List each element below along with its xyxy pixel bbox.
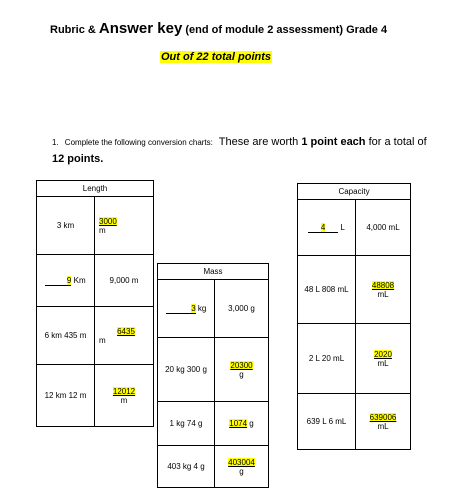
length-r3-unit: m xyxy=(99,335,106,345)
length-r3-answer: 6435 xyxy=(117,326,135,336)
mass-table xyxy=(157,263,269,488)
capacity-r3-right xyxy=(356,324,411,394)
capacity-r3-answer: 2020 xyxy=(374,349,392,359)
mass-r2-right xyxy=(215,338,269,402)
mass-r1-left xyxy=(158,280,215,338)
mass-r1-answer: 3 xyxy=(191,303,196,313)
mass-r4-right xyxy=(215,446,269,488)
question-lead: Complete the following conversion charts: xyxy=(64,138,213,147)
length-table xyxy=(36,180,154,427)
instr-text-a: These are worth xyxy=(218,136,302,148)
mass-r3-right xyxy=(215,402,269,446)
capacity-r2-unit: mL xyxy=(377,289,389,299)
capacity-r1-unit: L xyxy=(340,222,345,232)
instructions xyxy=(52,134,432,167)
length-r4-right xyxy=(95,365,154,427)
instr-text-b: for a total of xyxy=(365,136,427,148)
capacity-r2-right xyxy=(356,256,411,324)
mass-r4-unit: g xyxy=(239,466,244,476)
length-r2-answer: 9 xyxy=(66,275,72,285)
capacity-r1-left xyxy=(298,200,356,256)
page-title xyxy=(50,20,387,37)
capacity-r2-left: 48 L 808 mL xyxy=(298,256,356,324)
length-r1-answer: 3000 xyxy=(99,216,117,226)
mass-r4-left: 403 kg 4 g xyxy=(158,446,215,488)
mass-r4-answer: 403004 xyxy=(228,457,255,467)
capacity-r4-left: 639 L 6 mL xyxy=(298,394,356,450)
mass-r1-unit: kg xyxy=(197,303,207,313)
capacity-title: Capacity xyxy=(298,184,411,200)
length-r4-answer: 12012 xyxy=(112,386,136,396)
length-r2-unit: Km xyxy=(73,275,86,285)
capacity-r4-answer: 639006 xyxy=(369,412,397,422)
length-r3-left: 6 km 435 m xyxy=(37,307,95,365)
length-r4-unit: m xyxy=(120,395,128,405)
capacity-r1-right: 4,000 mL xyxy=(356,200,411,256)
mass-title: Mass xyxy=(158,264,269,280)
mass-r2-left: 20 kg 300 g xyxy=(158,338,215,402)
title-suffix: (end of module 2 assessment) Grade 4 xyxy=(182,24,388,36)
mass-r3-left: 1 kg 74 g xyxy=(158,402,215,446)
capacity-table xyxy=(297,183,411,450)
capacity-r4-unit: mL xyxy=(377,421,389,431)
length-r3-right xyxy=(95,307,154,365)
mass-r3-answer: 1074 xyxy=(229,419,248,428)
instr-bold-a: 1 point each xyxy=(301,136,366,148)
capacity-r2-answer: 48808 xyxy=(371,280,395,290)
length-r1-right xyxy=(95,197,154,255)
length-r2-left xyxy=(37,255,95,307)
mass-r2-answer: 20300 xyxy=(230,360,253,370)
length-r2-right: 9,000 m xyxy=(95,255,154,307)
instr-bold-b: 12 points. xyxy=(52,153,104,165)
mass-r2-unit: g xyxy=(239,369,244,379)
length-title: Length xyxy=(37,181,154,197)
capacity-r4-right xyxy=(356,394,411,450)
capacity-r1-answer: 4 xyxy=(320,222,326,232)
capacity-r3-left: 2 L 20 mL xyxy=(298,324,356,394)
question-number: 1. xyxy=(52,138,59,147)
subtitle: Out of 22 total points xyxy=(161,51,271,63)
length-r4-left: 12 km 12 m xyxy=(37,365,95,427)
length-r1-unit: m xyxy=(99,225,106,235)
mass-r1-right: 3,000 g xyxy=(215,280,269,338)
mass-r3-unit: g xyxy=(249,419,254,428)
title-big: Answer key xyxy=(98,20,183,37)
title-prefix: Rubric & xyxy=(50,24,99,36)
capacity-r3-unit: mL xyxy=(377,358,389,368)
length-r1-left: 3 km xyxy=(37,197,95,255)
